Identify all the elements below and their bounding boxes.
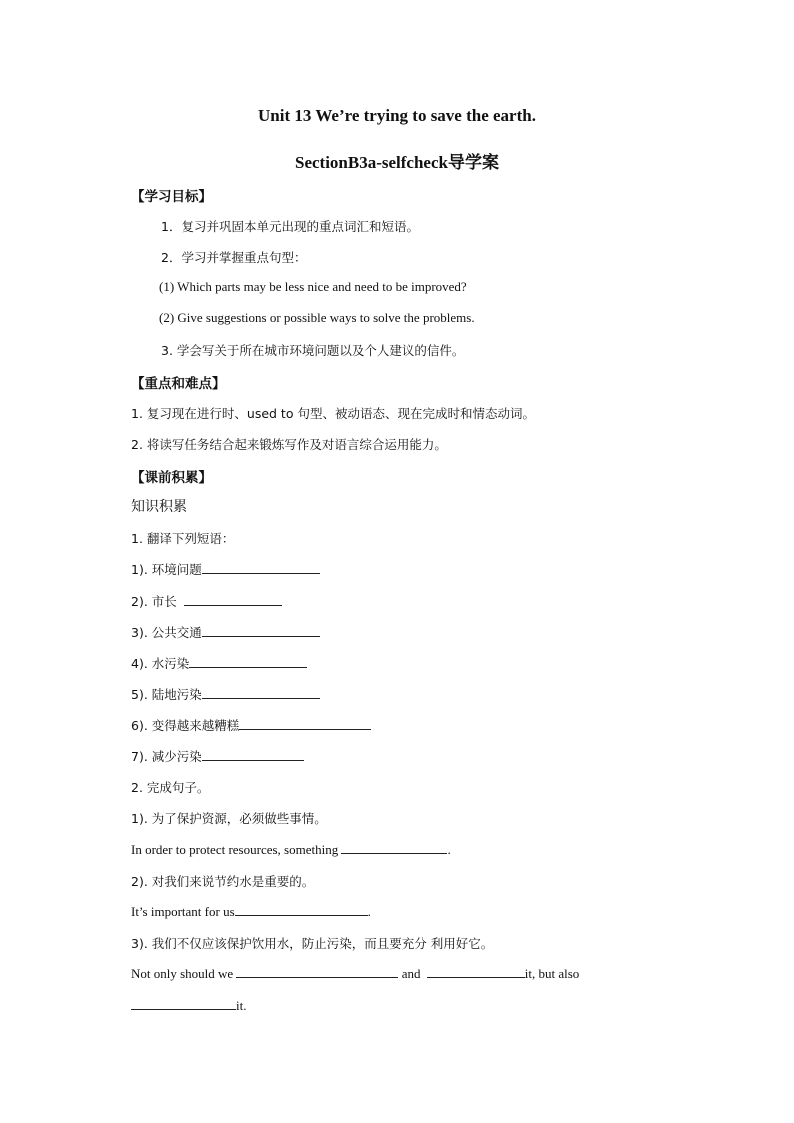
goal-item: 2．学习并掌握重点句型： <box>161 250 307 265</box>
key-point-item: 2. 将读写任务结合起来锻炼写作及对语言综合运用能力。 <box>131 437 447 452</box>
phrase-item <box>131 623 320 641</box>
phrase-label: 1). 环境问题 <box>131 562 202 577</box>
phrase-item <box>131 654 307 672</box>
task-2-instruction: 2. 完成句子。 <box>131 780 210 795</box>
preview-heading: 【课前积累】 <box>131 470 212 486</box>
sentence-2-english <box>131 903 371 920</box>
answer-blank[interactable] <box>189 655 307 668</box>
sentence-1-chinese: 1). 为了保护资源，必须做些事情。 <box>131 811 327 826</box>
phrase-label: 4). 水污染 <box>131 656 190 671</box>
goals-heading: 【学习目标】 <box>131 189 212 205</box>
sentence-3-chinese: 3). 我们不仅应该保护饮用水，防止污染，而且要充分 利用好它。 <box>131 936 494 951</box>
sentence-2-chinese: 2). 对我们来说节约水是重要的。 <box>131 874 315 889</box>
phrase-label: 7). 减少污染 <box>131 749 202 764</box>
sentence-2-end: . <box>367 904 371 919</box>
sentence-3-text-b: and <box>398 966 424 981</box>
goal-item: (2) Give suggestions or possible ways to solve the problems. <box>159 310 475 325</box>
answer-blank[interactable] <box>202 561 320 574</box>
phrase-label: 6). 变得越来越糟糕 <box>131 718 240 733</box>
phrase-label: 2). 市长 <box>131 594 181 609</box>
answer-blank[interactable] <box>427 965 525 978</box>
answer-blank[interactable] <box>202 686 320 699</box>
phrase-label: 5). 陆地污染 <box>131 687 202 702</box>
sentence-3-continuation <box>131 997 246 1014</box>
key-point-item: 1. 复习现在进行时、used to 句型、被动语态、现在完成时和情态动词。 <box>131 406 535 421</box>
sentence-1-text: In order to protect resources, something <box>131 842 342 857</box>
answer-blank[interactable] <box>202 748 304 761</box>
sentence-1-english <box>131 841 451 858</box>
sentence-2-text: It’s important for us <box>131 904 235 919</box>
phrase-item <box>131 592 282 610</box>
answer-blank[interactable] <box>184 593 282 606</box>
sentence-3-text-c: it, but also <box>524 966 580 981</box>
section-title: SectionB3a-selfcheck导学案 <box>295 153 499 172</box>
answer-blank[interactable] <box>202 624 320 637</box>
phrase-item <box>131 747 304 765</box>
goal-item: (1) Which parts may be less nice and need to be improved? <box>159 279 467 294</box>
phrase-item <box>131 716 371 734</box>
knowledge-subheading: 知识积累 <box>131 499 187 515</box>
sentence-3-english <box>131 965 579 982</box>
answer-blank[interactable] <box>236 965 398 978</box>
unit-title: Unit 13 We’re trying to save the earth. <box>258 106 536 125</box>
answer-blank[interactable] <box>341 841 447 854</box>
sentence-1-end: . <box>447 842 451 857</box>
phrase-item <box>131 685 320 703</box>
phrase-label: 3). 公共交通 <box>131 625 202 640</box>
answer-blank[interactable] <box>131 997 236 1010</box>
sentence-3-end: it. <box>236 998 247 1013</box>
phrase-item <box>131 560 320 578</box>
task-1-instruction: 1. 翻译下列短语： <box>131 531 235 546</box>
sentence-3-text-a: Not only should we <box>131 966 237 981</box>
goal-item: 3. 学会写关于所在城市环境问题以及个人建议的信件。 <box>161 343 465 358</box>
answer-blank[interactable] <box>235 903 368 916</box>
answer-blank[interactable] <box>239 717 371 730</box>
key-points-heading: 【重点和难点】 <box>131 376 226 392</box>
goal-item: 1．复习并巩固本单元出现的重点词汇和短语。 <box>161 219 419 234</box>
